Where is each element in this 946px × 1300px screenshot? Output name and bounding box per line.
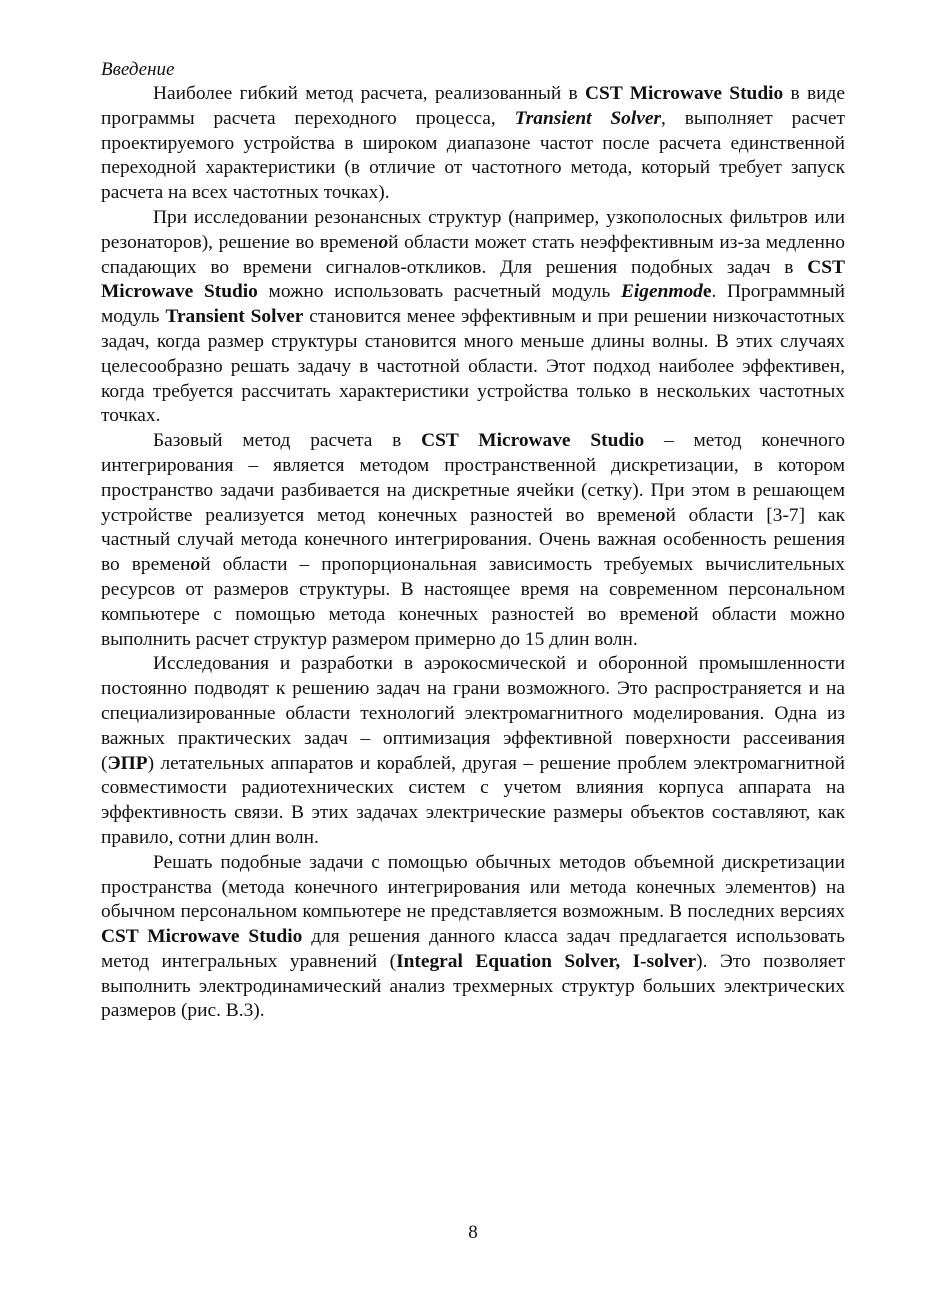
bold-italic-term: Transient Solver <box>514 107 661 129</box>
text-run: в виде программы расчета переходного процесса, <box>101 83 845 129</box>
text-run: й области – пропорциональная зависимость требуемых вычислительных ресурсов от размеров структуры. В настоящее время на современном персональном компьютере с помощью метода конечных разностей во времен <box>101 554 846 625</box>
text-run: Базовый метод расчета в <box>153 430 422 452</box>
document-page <box>101 57 845 1024</box>
bold-term: CST Microwave Studio <box>585 83 784 104</box>
text-run: ) летательных аппаратов и кораблей, другая – решение проблем электромагнитной совместимости радиотехнических систем с учетом влияния корпуса аппарата на эффективность связи. В этих задачах электрические размеры объектов составляют, как правило, сотни длин волн. <box>101 752 845 848</box>
bold-term: CST Microwave Studio <box>101 926 303 948</box>
bold-term: Integral Equation Solver, I-solver <box>396 950 697 972</box>
text-run: й области можно выполнить расчет структур размером примерно до 15 длин волн. <box>101 603 845 650</box>
text-run: Наиболее гибкий метод расчета, реализованный в <box>153 83 586 104</box>
text-run: для решения данного класса задач предлагается использовать метод интегральных уравнений ( <box>101 926 845 972</box>
bold-term: ЭПР <box>107 752 148 774</box>
text-run: й области может стать неэффективным из-за медленно спадающих во времени сигналов-откликов. Для решения подобных задач в <box>101 231 846 278</box>
section-title: Введение <box>101 59 175 80</box>
text-run: . Программный модуль <box>101 281 845 328</box>
text-run: , выполняет расчет проектируемого устройства в широком диапазоне частот после расчета единственной переходной характеристики (в отличие от частотного метода, который требует запуск расчета на всех частотных точках). <box>101 107 845 204</box>
paragraph-1 <box>101 82 845 206</box>
bold-term: Transient Solver <box>165 306 304 328</box>
stress-letter: о <box>678 603 689 625</box>
stress-letter: о <box>190 554 201 576</box>
page-number: 8 <box>468 1222 478 1243</box>
text-run: й области [3-7] как частный случай метода конечного интегрирования. Очень важная особенность решения во времен <box>101 504 846 576</box>
stress-letter: о <box>378 231 389 253</box>
paragraph-3 <box>101 429 845 652</box>
text-run: – метод конечного интегрирования – является методом пространственной дискретизации, в котором пространство задачи разбивается на дискретные ячейки (сетку). При этом в решающем устройстве реализуется метод конечных разностей во времен <box>101 430 845 526</box>
text-run: Решать подобные задачи с помощью обычных методов объемной дискретизации пространства (метода конечного интегрирования или метода конечных элементов) на обычном персональном компьютере не представляется возможным. В последних версиях <box>101 851 845 923</box>
stress-letter: о <box>655 504 666 526</box>
text-run: Исследования и разработки в аэрокосмической и оборонной промышленности постоянно подводят к решению задач на грани возможного. Это распространяется и на специализированные области технологий электромагнитного моделирования. Одна из важных практических задач – оптимизация эффективной поверхности рассеивания ( <box>101 653 845 774</box>
bold-italic-term: Eigenmod <box>620 281 703 303</box>
paragraph-4 <box>101 652 845 850</box>
bold-term: CST Microwave Studio <box>101 256 845 303</box>
text-run: становится менее эффективным и при решении низкочастотных задач, когда размер структуры становится много меньше длины волны. В этих случаях целесообразно решать задачу в частотной области. Этот подход наиболее эффективен, когда требуется рассчитать характеристики устройства только в нескольких частотных точках. <box>101 306 846 427</box>
bold-term: e <box>702 281 712 303</box>
paragraph-2 <box>101 206 845 429</box>
text-run: ). Это позволяет выполнить электродинамический анализ трехмерных структур больших электрических размеров (рис. В.3). <box>101 950 845 1022</box>
bold-term: CST Microwave Studio <box>421 430 645 452</box>
text-run: можно использовать расчетный модуль <box>257 281 621 303</box>
text-run: При исследовании резонансных структур (например, узкополосных фильтров или резонаторов), решение во времен <box>101 206 845 253</box>
paragraph-5 <box>101 851 845 1025</box>
